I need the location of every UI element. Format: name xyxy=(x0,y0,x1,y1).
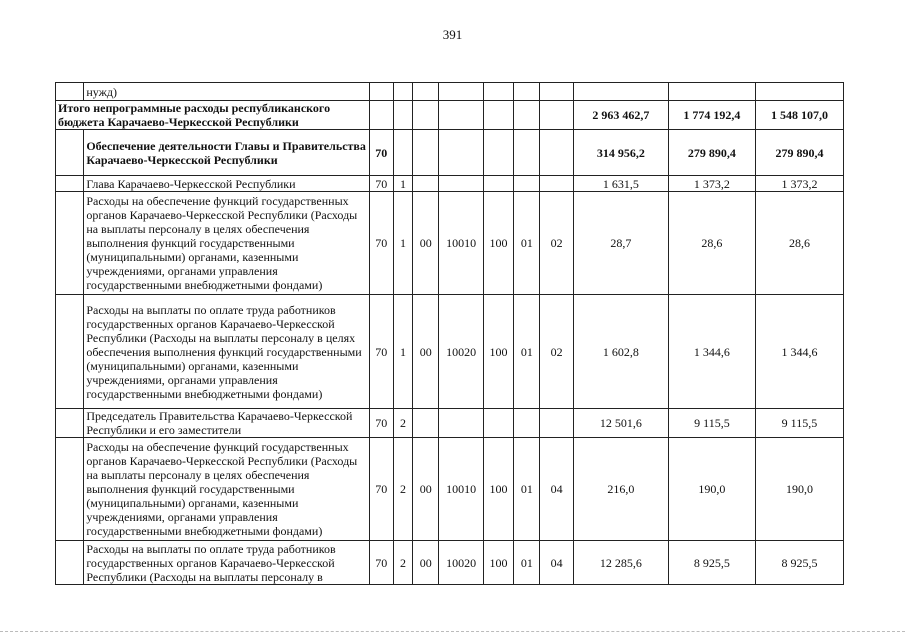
code-g: 02 xyxy=(540,295,573,409)
code-f xyxy=(514,83,540,101)
code-a: 70 xyxy=(369,130,393,176)
budget-table xyxy=(55,82,844,585)
code-f: 01 xyxy=(514,541,540,585)
indent-cell xyxy=(56,541,84,585)
value-3: 1 373,2 xyxy=(755,176,843,192)
code-g xyxy=(540,176,573,192)
indent-cell xyxy=(56,83,84,101)
table-row xyxy=(56,295,844,409)
table-row xyxy=(56,83,844,101)
row-name: Расходы на выплаты по оплате труда работников государственных органов Карачаево-Черкесской Республики (Расходы на выплаты персоналу в xyxy=(84,541,369,585)
code-g: 02 xyxy=(540,192,573,295)
page-number: 391 xyxy=(442,27,463,42)
value-1: 12 501,6 xyxy=(573,409,668,438)
value-1 xyxy=(573,83,668,101)
code-f xyxy=(514,409,540,438)
code-a: 70 xyxy=(369,176,393,192)
indent-cell xyxy=(56,192,84,295)
code-e xyxy=(483,83,513,101)
code-c: 00 xyxy=(413,295,439,409)
code-c xyxy=(413,130,439,176)
value-1: 12 285,6 xyxy=(573,541,668,585)
code-g: 04 xyxy=(540,541,573,585)
code-c xyxy=(413,176,439,192)
code-b: 2 xyxy=(393,438,412,541)
code-a: 70 xyxy=(369,541,393,585)
value-3: 9 115,5 xyxy=(755,409,843,438)
code-e: 100 xyxy=(483,295,513,409)
value-2: 8 925,5 xyxy=(668,541,755,585)
code-b xyxy=(393,130,412,176)
row-name: Обеспечение деятельности Главы и Правительства Карачаево-Черкесской Республики xyxy=(84,130,369,176)
value-1: 28,7 xyxy=(573,192,668,295)
value-2: 28,6 xyxy=(668,192,755,295)
code-e: 100 xyxy=(483,438,513,541)
code-d xyxy=(439,176,484,192)
code-e xyxy=(483,130,513,176)
indent-cell xyxy=(56,176,84,192)
code-b: 2 xyxy=(393,409,412,438)
indent-cell xyxy=(56,438,84,541)
code-c: 00 xyxy=(413,192,439,295)
value-3: 28,6 xyxy=(755,192,843,295)
value-3: 1 344,6 xyxy=(755,295,843,409)
code-d: 10010 xyxy=(439,192,484,295)
table-row xyxy=(56,541,844,585)
code-f: 01 xyxy=(514,438,540,541)
value-1: 314 956,2 xyxy=(573,130,668,176)
code-a: 70 xyxy=(369,295,393,409)
table-row xyxy=(56,192,844,295)
code-g xyxy=(540,101,573,130)
value-3 xyxy=(755,83,843,101)
row-name: нужд) xyxy=(84,83,369,101)
value-2: 1 774 192,4 xyxy=(668,101,755,130)
code-e: 100 xyxy=(483,541,513,585)
value-3: 1 548 107,0 xyxy=(755,101,843,130)
row-name: Итого непрограммные расходы республиканского бюджета Карачаево-Черкесской Республики xyxy=(56,101,370,130)
code-a xyxy=(369,83,393,101)
code-b: 2 xyxy=(393,541,412,585)
code-c: 00 xyxy=(413,438,439,541)
code-e xyxy=(483,409,513,438)
value-1: 1 631,5 xyxy=(573,176,668,192)
value-3: 190,0 xyxy=(755,438,843,541)
row-name: Расходы на выплаты по оплате труда работников государственных органов Карачаево-Черкесской Республики (Расходы на выплаты персоналу в целях обеспечения выполнения функций государственными (муниципальными) органами, казенными учреждениями, органами управления государственными внебюджетными фондами) xyxy=(84,295,369,409)
code-e xyxy=(483,101,513,130)
code-a: 70 xyxy=(369,192,393,295)
code-f: 01 xyxy=(514,295,540,409)
row-name: Расходы на обеспечение функций государственных органов Карачаево-Черкесской Республики (Расходы на выплаты персоналу в целях обеспечения выполнения функций государственными (муниципальными) органами, казенными учреждениями, органами управления государственными внебюджетными фондами) xyxy=(84,438,369,541)
code-d: 10020 xyxy=(439,541,484,585)
value-2: 1 373,2 xyxy=(668,176,755,192)
code-c xyxy=(413,409,439,438)
row-name: Глава Карачаево-Черкесской Республики xyxy=(84,176,369,192)
code-g xyxy=(540,83,573,101)
code-g xyxy=(540,409,573,438)
value-2 xyxy=(668,83,755,101)
code-f xyxy=(514,176,540,192)
value-3: 279 890,4 xyxy=(755,130,843,176)
table-row-total xyxy=(56,101,844,130)
code-g xyxy=(540,130,573,176)
code-e: 100 xyxy=(483,192,513,295)
code-b: 1 xyxy=(393,192,412,295)
value-1: 1 602,8 xyxy=(573,295,668,409)
code-b xyxy=(393,83,412,101)
code-b: 1 xyxy=(393,295,412,409)
code-c xyxy=(413,101,439,130)
table-row xyxy=(56,176,844,192)
code-b: 1 xyxy=(393,176,412,192)
code-a xyxy=(369,101,393,130)
code-f: 01 xyxy=(514,192,540,295)
code-f xyxy=(514,101,540,130)
code-d xyxy=(439,101,484,130)
indent-cell xyxy=(56,409,84,438)
table-row xyxy=(56,438,844,541)
value-2: 190,0 xyxy=(668,438,755,541)
code-d xyxy=(439,130,484,176)
scan-edge-line xyxy=(0,631,905,632)
code-d xyxy=(439,83,484,101)
table-row xyxy=(56,130,844,176)
value-2: 9 115,5 xyxy=(668,409,755,438)
value-2: 1 344,6 xyxy=(668,295,755,409)
table-row xyxy=(56,409,844,438)
value-3: 8 925,5 xyxy=(755,541,843,585)
value-2: 279 890,4 xyxy=(668,130,755,176)
row-name: Председатель Правительства Карачаево-Черкесской Республики и его заместители xyxy=(84,409,369,438)
code-e xyxy=(483,176,513,192)
value-1: 216,0 xyxy=(573,438,668,541)
code-c: 00 xyxy=(413,541,439,585)
value-1: 2 963 462,7 xyxy=(573,101,668,130)
code-a: 70 xyxy=(369,409,393,438)
code-a: 70 xyxy=(369,438,393,541)
row-name: Расходы на обеспечение функций государственных органов Карачаево-Черкесской Республики (Расходы на выплаты персоналу в целях обеспечения выполнения функций государственными (муниципальными) органами, казенными учреждениями, органами управления государственными внебюджетными фондами) xyxy=(84,192,369,295)
code-f xyxy=(514,130,540,176)
indent-cell xyxy=(56,130,84,176)
indent-cell xyxy=(56,295,84,409)
code-c xyxy=(413,83,439,101)
code-b xyxy=(393,101,412,130)
code-d: 10020 xyxy=(439,295,484,409)
code-d xyxy=(439,409,484,438)
code-g: 04 xyxy=(540,438,573,541)
code-d: 10010 xyxy=(439,438,484,541)
